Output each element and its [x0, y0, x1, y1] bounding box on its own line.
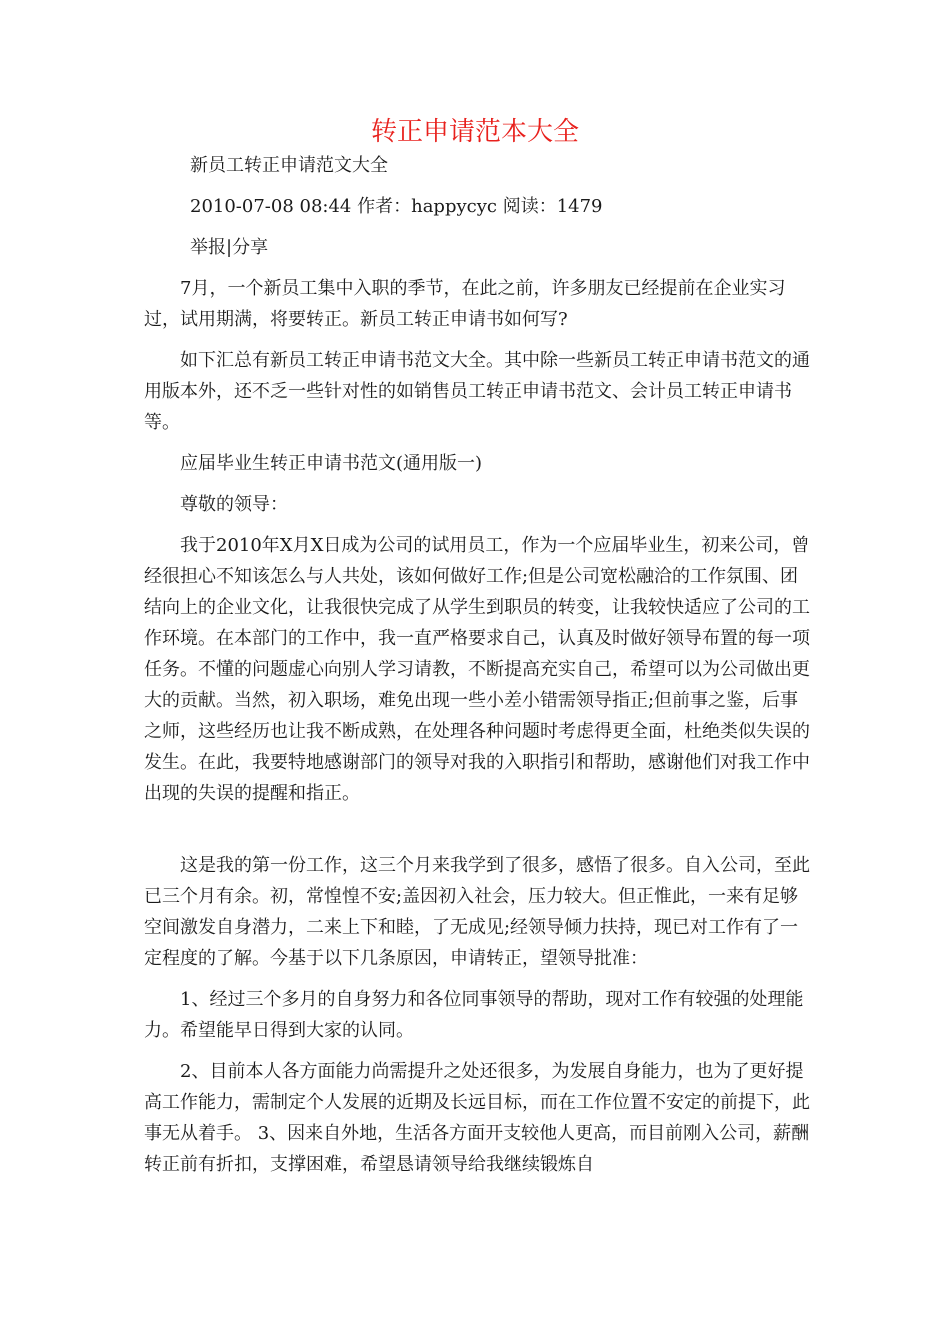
document-body: [144, 150, 812, 1180]
section-heading: 应届毕业生转正申请书范文(通用版一): [180, 453, 483, 474]
report-share-links[interactable]: 举报|分享: [190, 237, 269, 258]
subtitle: 新员工转正申请范文大全: [190, 155, 388, 176]
paragraph-body-1: 我于2010年X月X日成为公司的试用员工，作为一个应届毕业生，初来公司，曾经很担心不知该怎么与人共处，该如何做好工作;但是公司宽松融洽的工作氛围、团结向上的企业文化，让我很快完成了从学生到职员的转变，让我较快适应了公司的工作环境。在本部门的工作中，我一直严格要求自己，认真及时做好领导布置的每一项任务。不懂的问题虚心向别人学习请教，不断提高充实自己，希望可以为公司做出更大的贡献。当然，初入职场，难免出现一些小差小错需领导指正;但前事之鉴，后事之师，这些经历也让我不断成熟，在处理各种问题时考虑得更全面，杜绝类似失误的发生。在此，我要特地感谢部门的领导对我的入职指引和帮助，感谢他们对我工作中出现的失误的提醒和指正。: [144, 535, 810, 804]
paragraph-intro: 7月，一个新员工集中入职的季节，在此之前，许多朋友已经提前在企业实习过，试用期满，将要转正。新员工转正申请书如何写?: [144, 278, 786, 330]
paragraph-summary: 如下汇总有新员工转正申请书范文大全。其中除一些新员工转正申请书范文的通用版本外，还不乏一些针对性的如销售员工转正申请书范文、会计员工转正申请书等。: [144, 350, 810, 433]
post-meta: 2010-07-08 08:44 作者：happycyc 阅读：1479: [190, 196, 603, 217]
salutation: 尊敬的领导：: [180, 494, 288, 515]
reason-item-1: 1、经过三个多月的自身努力和各位同事领导的帮助，现对工作有较强的处理能力。希望能早日得到大家的认同。: [144, 989, 804, 1041]
document-title: 转正申请范本大全: [370, 117, 579, 147]
reason-item-2: 2、目前本人各方面能力尚需提升之处还很多，为发展自身能力，也为了更好提高工作能力，需制定个人发展的近期及长远目标，而在工作位置不安定的前提下，此事无从着手。 3、因来自外地，生活各方面开支较他人更高，而目前刚入公司，薪酬转正前有折扣，支撑困难，希望恳请领导给我继续锻炼自: [144, 1061, 810, 1175]
paragraph-body-2: 这是我的第一份工作，这三个月来我学到了很多，感悟了很多。自入公司，至此已三个月有余。初，常惶惶不安;盖因初入社会，压力较大。但正惟此，一来有足够空间激发自身潜力，二来上下和睦，了无成见;经领导倾力扶持，现已对工作有了一定程度的了解。今基于以下几条原因，申请转正，望领导批准：: [144, 855, 810, 969]
